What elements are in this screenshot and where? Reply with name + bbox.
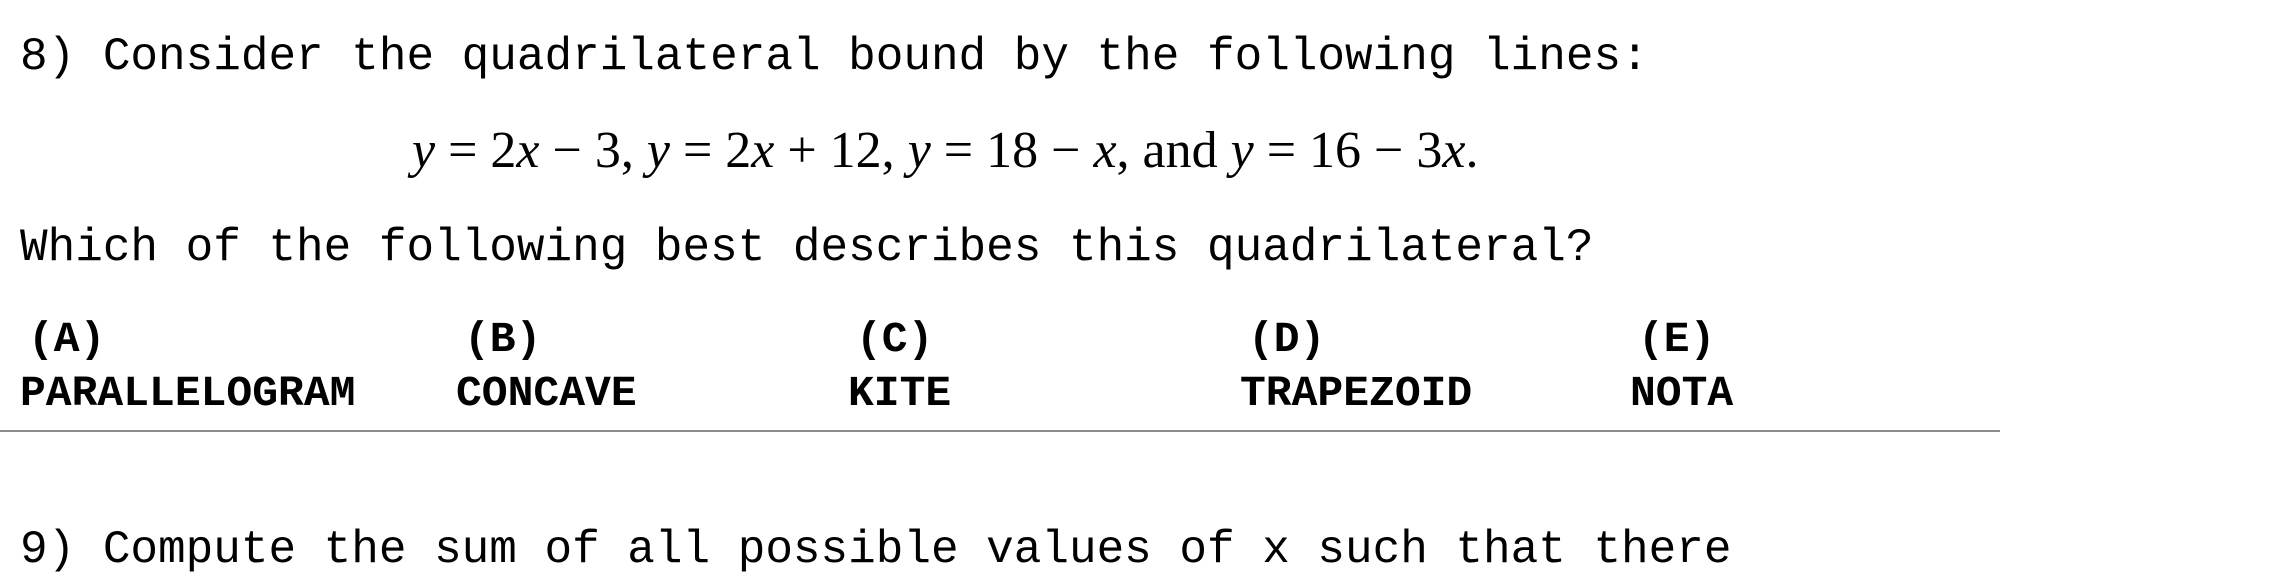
choice-c-text: KITE	[848, 369, 952, 418]
eq2-part-a: = 2	[669, 122, 752, 179]
choice-e-letter: (E)	[1638, 315, 1716, 364]
answer-choices	[0, 315, 2000, 432]
equation-list	[412, 122, 1479, 179]
choice-d-text: TRAPEZOID	[1240, 369, 1473, 418]
choice-b[interactable]	[456, 315, 637, 418]
choice-c-letter: (C)	[856, 315, 934, 364]
question-9-prompt-partial: 9) Compute the sum of all possible values of x such that there	[20, 524, 1732, 576]
choice-a-letter: (A)	[28, 315, 106, 364]
eq3-variable-y: y	[907, 122, 931, 179]
eq1-part-a: = 2	[435, 122, 517, 179]
choice-d[interactable]	[1240, 315, 1473, 418]
question-8-question: Which of the following best describes this quadrilateral?	[20, 222, 1594, 274]
eq1-variable-x: x	[516, 122, 540, 179]
choice-b-letter: (B)	[464, 315, 542, 364]
question-8-prompt: 8) Consider the quadrilateral bound by the following lines:	[20, 31, 1649, 83]
eq1-part-b: − 3,	[539, 122, 647, 179]
eq3-part-b: , and	[1116, 122, 1231, 179]
choice-e[interactable]	[1630, 315, 1734, 418]
eq2-variable-x: x	[751, 122, 775, 179]
eq4-variable-x: x	[1442, 122, 1466, 179]
eq4-variable-y: y	[1230, 122, 1254, 179]
eq3-variable-x: x	[1093, 122, 1117, 179]
eq4-part-a: = 16 − 3	[1253, 122, 1443, 179]
choice-d-letter: (D)	[1248, 315, 1326, 364]
eq2-variable-y: y	[646, 122, 670, 179]
eq3-part-a: = 18 −	[930, 122, 1094, 179]
choice-c[interactable]	[848, 315, 952, 418]
choice-b-text: CONCAVE	[456, 369, 637, 418]
eq2-part-b: + 12,	[774, 122, 908, 179]
choice-a-text: PARALLELOGRAM	[20, 369, 356, 418]
eq4-part-b: .	[1465, 122, 1479, 179]
choice-a[interactable]	[20, 315, 356, 418]
choice-e-text: NOTA	[1630, 369, 1734, 418]
eq1-variable-y: y	[412, 122, 436, 179]
